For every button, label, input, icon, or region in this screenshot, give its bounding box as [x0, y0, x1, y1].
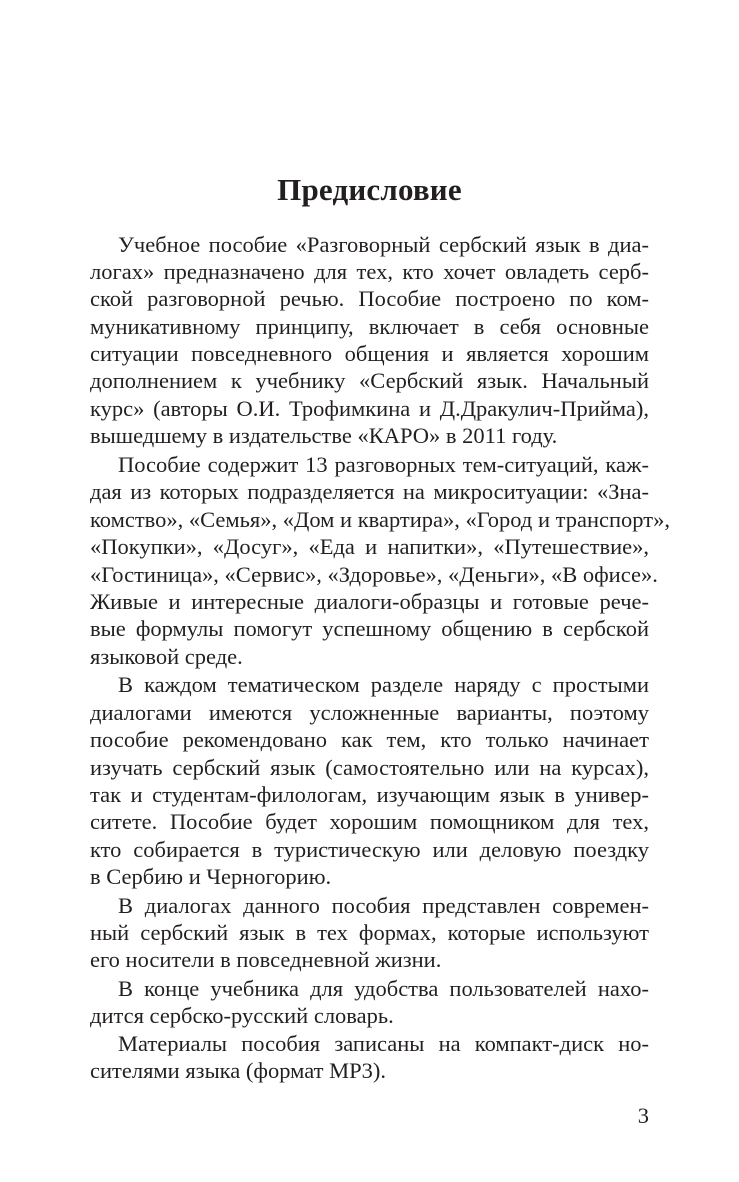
text-line: изучать сербский язык (самостоятельно или на курсах),	[90, 755, 649, 780]
text-line: кто собирается в туристическую или деловую поездку	[90, 837, 649, 862]
text-line: В конце учебника для удобства пользователей нахо-	[118, 976, 649, 1001]
text-line: ситете. Пособие будет хорошим помощником для тех,	[90, 809, 649, 834]
text-line: Живые и интересные диалоги-образцы и готовые рече-	[90, 589, 649, 614]
text-line: дая из которых подразделяется на микроситуации: «Зна-	[90, 479, 649, 504]
text-line: дится сербско-русский словарь.	[90, 1003, 394, 1028]
text-line: вышедшему в издательстве «КАРО» в 2011 году.	[90, 423, 558, 448]
text-line: Учебное пособие «Разговорный сербский язык в диа-	[118, 232, 649, 257]
text-line: комство», «Семья», «Дом и квартира», «Город и транспорт»,	[90, 507, 670, 532]
text-line: языковой среде.	[90, 644, 243, 669]
text-line: Пособие содержит 13 разговорных тем-ситуаций, каж-	[118, 452, 649, 477]
text-line: его носители в повседневной жизни.	[90, 947, 442, 972]
text-line: Материалы пособия записаны на компакт-диск но-	[118, 1031, 649, 1056]
text-line: пособие рекомендовано как тем, кто только начинает	[90, 727, 649, 752]
text-line: курс» (авторы О.И. Трофимкина и Д.Дракулич-Прийма),	[90, 396, 649, 421]
text-line: ситуации повседневного общения и является хорошим	[90, 341, 649, 366]
text-line: сителями языка (формат МР3).	[90, 1058, 386, 1083]
text-line: «Покупки», «Досуг», «Еда и напитки», «Путешествие»,	[90, 534, 649, 559]
text-line: В диалогах данного пособия представлен современ-	[118, 893, 649, 918]
text-line: В каждом тематическом разделе наряду с простыми	[118, 672, 649, 697]
text-line: вые формулы помогут успешному общению в сербской	[90, 616, 649, 641]
text-line: в Сербию и Черногорию.	[90, 864, 332, 889]
text-line: ской разговорной речью. Пособие построено по ком-	[90, 286, 649, 311]
text-line: дополнением к учебнику «Сербский язык. Начальный	[90, 368, 649, 393]
text-line: диалогами имеются усложненные варианты, поэтому	[90, 700, 649, 725]
text-line: логах» предназначено для тех, кто хочет овладеть серб-	[90, 259, 649, 284]
text-line: ный сербский язык в тех формах, которые используют	[90, 920, 649, 945]
page-title: Предисловие	[277, 172, 462, 207]
text-line: «Гостиница», «Сервис», «Здоровье», «Деньги», «В офисе».	[90, 562, 658, 587]
text-line: муникативному принципу, включает в себя основные	[90, 314, 649, 339]
page-number: 3	[637, 1103, 649, 1128]
text-line: так и студентам-филологам, изучающим язык в универ-	[90, 782, 649, 807]
